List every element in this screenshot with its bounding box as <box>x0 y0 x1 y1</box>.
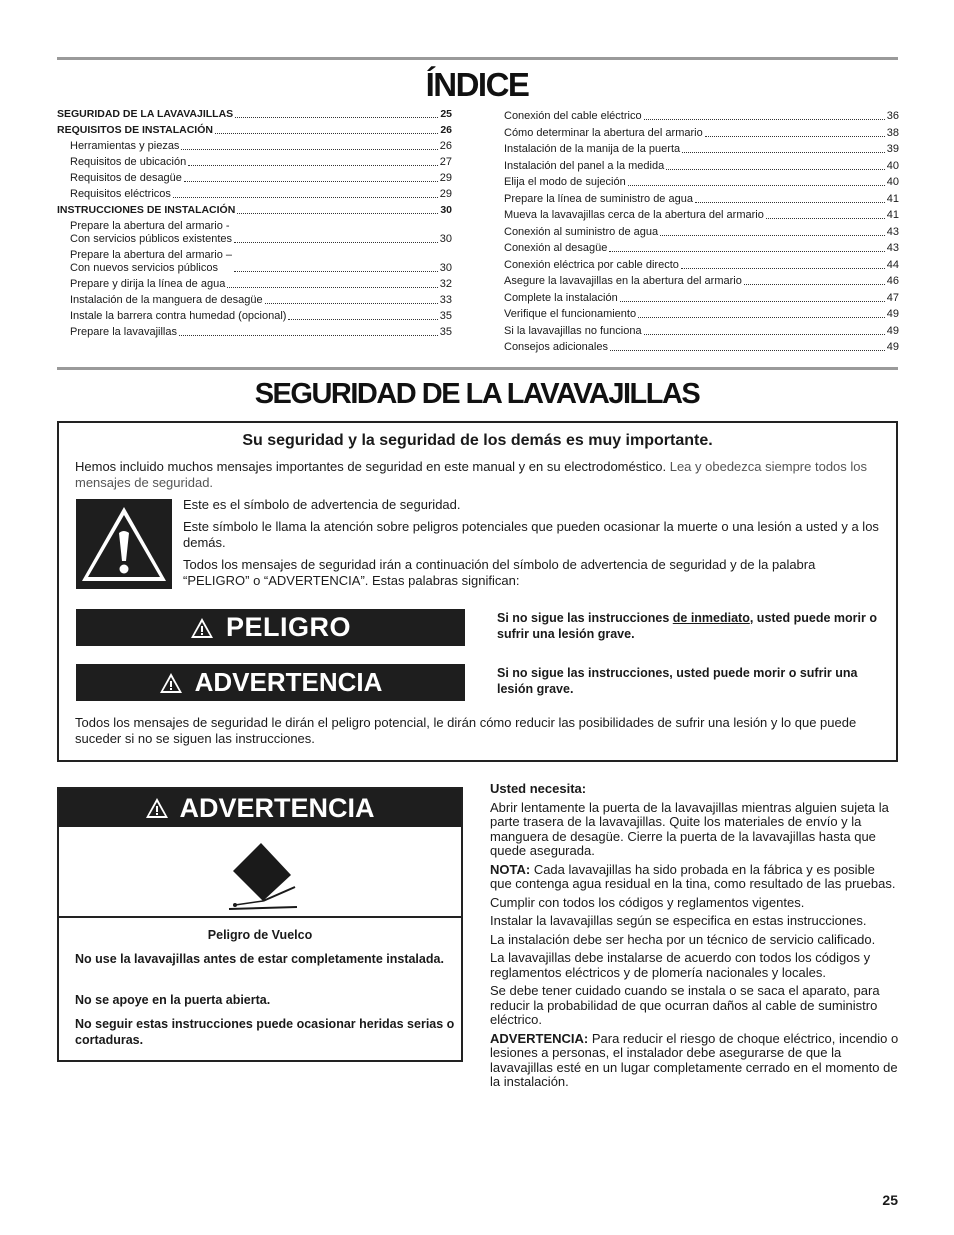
toc-entry-label: Prepare y dirija la línea de agua <box>70 278 226 290</box>
toc-entry-page: 43 <box>886 242 899 254</box>
safety-intro-b: Lea y obedezca siempre todos los mensajes de seguridad. <box>75 459 868 490</box>
toc-entry <box>57 204 452 217</box>
advertencia-label: ADVERTENCIA <box>194 667 383 697</box>
toc-entry <box>504 127 899 140</box>
requirement-advertencia <box>490 1032 900 1090</box>
toc-entry-page: 41 <box>886 192 899 205</box>
toc-entry-page: 47 <box>886 291 899 304</box>
toc-entry <box>57 278 452 291</box>
toc-entry <box>57 310 452 323</box>
toc-leader-dots <box>666 169 885 170</box>
safety-heading: Su seguridad y la seguridad de los demás es muy importante. <box>242 432 713 449</box>
toc-entry <box>504 242 899 255</box>
peligro-desc-b: , usted puede morir o sufrir una lesión grave. <box>497 611 877 641</box>
toc-entry-page: 49 <box>886 308 899 320</box>
toc-entry <box>57 188 452 201</box>
page-number: 25 <box>882 1192 898 1208</box>
symbol-text-2: Este símbolo le llama la atención sobre peligros potenciales que pueden ocasionar la muerte o una lesión a usted y a los demás. <box>183 519 879 550</box>
toc-leader-dots <box>744 284 885 285</box>
toc-left-column <box>57 108 452 342</box>
alert-triangle-icon <box>159 672 183 694</box>
toc-leader-dots <box>644 334 885 335</box>
toc-leader-dots <box>234 242 438 243</box>
tip-over-warning-panel <box>57 787 463 1062</box>
symbol-text-1: Este es el símbolo de advertencia de seguridad. <box>183 497 461 512</box>
requirement-p6: La lavavajillas debe instalarse de acuerdo con todos los códigos y reglamentos eléctricos y de plomería nacionales y locales. <box>490 950 871 980</box>
requirements-column <box>490 782 900 1094</box>
adv-text: Para reducir el riesgo de choque eléctrico, incendio o lesiones a personas, el instalador debe asegurarse de que la lavavajillas esté en un lugar completamente cerrado en el momento de la instalación. <box>490 1030 899 1089</box>
toc-entry-label: Conexión al suministro de agua <box>504 225 659 238</box>
toc-leader-dots <box>234 271 438 272</box>
toc-entry-page: 30 <box>439 233 452 245</box>
toc-entry-label: Instalación de la manija de la puerta <box>504 143 681 155</box>
toc-entry <box>57 156 452 169</box>
tip-over-hazard-icon <box>227 841 299 911</box>
toc-entry-label: Prepare la abertura del armario – Con nuevos servicios públicos <box>70 249 233 274</box>
toc-entry-label: Si la lavavajillas no funciona <box>504 324 642 337</box>
toc-entry-page: 41 <box>886 209 899 221</box>
toc-entry <box>504 226 899 239</box>
safety-intro <box>75 459 885 491</box>
toc-leader-dots <box>609 251 884 252</box>
toc-leader-dots <box>660 235 885 236</box>
toc-entry-page: 40 <box>886 176 899 188</box>
toc-leader-dots <box>705 136 885 137</box>
toc-leader-dots <box>288 319 437 320</box>
toc-entry <box>504 209 899 222</box>
toc-entry-page: 40 <box>886 159 899 172</box>
toc-entry-label: Requisitos de desagüe <box>70 172 182 184</box>
toc-leader-dots <box>644 119 885 120</box>
tip-over-caption: Peligro de Vuelco <box>207 928 313 942</box>
toc-leader-dots <box>235 117 438 118</box>
toc-entry-page: 30 <box>439 262 452 274</box>
peligro-label: PELIGRO <box>225 612 351 642</box>
middle-rule <box>57 367 898 370</box>
toc-leader-dots <box>181 149 437 150</box>
toc-entry <box>504 259 899 272</box>
toc-leader-dots <box>681 268 885 269</box>
toc-entry-label: Prepare la línea de suministro de agua <box>504 192 693 205</box>
toc-leader-dots <box>628 185 885 186</box>
warning-line-3: No seguir estas instrucciones puede ocasionar heridas serias o cortaduras. <box>75 1017 455 1047</box>
toc-leader-dots <box>188 165 438 166</box>
toc-entry <box>504 160 899 173</box>
toc-leader-dots <box>682 152 885 153</box>
advertencia-description: Si no sigue las instrucciones, usted puede morir o sufrir una lesión grave. <box>497 666 858 696</box>
toc-leader-dots <box>179 335 438 336</box>
toc-entry-label: Consejos adicionales <box>504 341 608 353</box>
toc-entry-label: Prepare la abertura del armario - Con servicios públicos existentes <box>70 220 233 245</box>
advertencia-signal-bar <box>76 664 465 701</box>
toc-entry <box>504 143 899 156</box>
toc-entry-label: INSTRUCCIONES DE INSTALACIÓN <box>57 204 236 216</box>
warning-panel-label: ADVERTENCIA <box>179 792 375 823</box>
requirement-p1: Abrir lentamente la puerta de la lavavajillas mientras alguien sujeta la parte trasera de la lavavajillas. Quite los materiales de envío y la manguera de desagüe. Cierre la puerta de la lavavajillas hasta que quede asegurada. <box>490 799 889 858</box>
toc-entry-page: 25 <box>440 108 452 120</box>
toc-entry-label: SEGURIDAD DE LA LAVAVAJILLAS <box>57 108 234 120</box>
toc-entry-page: 46 <box>886 275 899 287</box>
toc-leader-dots <box>237 213 438 214</box>
toc-entry-page: 39 <box>886 143 899 155</box>
alert-triangle-icon <box>145 797 169 819</box>
alert-triangle-icon <box>190 617 214 639</box>
toc-entry-label: Prepare la lavavajillas <box>70 326 177 338</box>
toc-entry-page: 29 <box>439 188 452 200</box>
toc-entry-page: 43 <box>886 225 899 238</box>
toc-right-column <box>504 110 899 358</box>
toc-entry-label: Cómo determinar la abertura del armario <box>504 126 703 139</box>
toc-entry-label: Conexión al desagüe <box>504 242 608 254</box>
toc-entry <box>504 341 899 354</box>
toc-entry-page: 30 <box>440 204 452 216</box>
requirement-nota <box>490 863 900 892</box>
toc-leader-dots <box>173 197 438 198</box>
toc-entry-page: 49 <box>886 341 899 353</box>
index-title: ÍNDICE <box>425 66 529 103</box>
toc-entry-page: 36 <box>886 110 899 122</box>
nota-text: Cada lavavajillas ha sido probada en la fábrica y es posible que contenga agua residual en la tina, como resultado de las pruebas. <box>490 861 896 891</box>
toc-entry-page: 35 <box>439 310 452 322</box>
toc-entry-page: 35 <box>439 326 452 338</box>
toc-entry-label: Herramientas y piezas <box>70 140 180 152</box>
top-rule <box>57 57 898 60</box>
toc-leader-dots <box>265 303 438 304</box>
warning-line-1: No use la lavavajillas antes de estar completamente instalada. <box>75 952 444 966</box>
toc-entry <box>504 308 899 321</box>
safety-title: SEGURIDAD DE LA LAVAVAJILLAS <box>254 378 700 410</box>
safety-closing: Todos los mensajes de seguridad le dirán el peligro potencial, le dirán cómo reducir las posibilidades de sufrir una lesión y lo que puede suceder si no se siguen las instrucciones. <box>75 715 857 746</box>
toc-entry-page: 26 <box>439 140 452 152</box>
toc-entry-label: Instale la barrera contra humedad (opcional) <box>70 310 287 322</box>
requirement-p3: Cumplir con todos los códigos y reglamentos vigentes. <box>490 894 805 910</box>
toc-entry-page: 27 <box>439 156 452 168</box>
toc-entry-label: Requisitos eléctricos <box>70 188 171 200</box>
toc-entry-label: Mueva la lavavajillas cerca de la abertura del armario <box>504 209 764 221</box>
toc-leader-dots <box>638 317 885 318</box>
requirement-p7: Se debe tener cuidado cuando se instala o se saca el aparato, para reducir la probabilidad de que ocurran daños al cable de suministro eléctrico. <box>490 983 880 1027</box>
toc-entry <box>57 294 452 307</box>
peligro-desc-underline: de inmediato <box>672 611 750 625</box>
toc-entry-label: REQUISITOS DE INSTALACIÓN <box>57 124 213 136</box>
toc-entry-label: Instalación de la manguera de desagüe <box>70 294 263 306</box>
toc-entry <box>57 108 452 121</box>
toc-entry-page: 38 <box>886 126 899 139</box>
safety-info-box <box>57 421 898 762</box>
requirement-p4: Instalar la lavavajillas según se especifica en estas instrucciones. <box>490 913 867 928</box>
peligro-desc-a: Si no sigue las instrucciones <box>497 611 670 625</box>
symbol-text-3: Todos los mensajes de seguridad irán a continuación del símbolo de advertencia de seguridad y de la palabra “PELIGRO” o “ADVERTENCIA”. Estas palabras significan: <box>183 557 816 588</box>
requirement-p5: La instalación debe ser hecha por un técnico de servicio calificado. <box>490 931 876 947</box>
toc-entry-label: Asegure la lavavajillas en la abertura del armario <box>504 275 742 287</box>
toc-leader-dots <box>227 287 437 288</box>
toc-entry <box>57 124 452 137</box>
peligro-description <box>497 610 877 642</box>
safety-intro-a: Hemos incluido muchos mensajes importantes de seguridad en este manual y en su electrodoméstico. <box>75 459 667 474</box>
toc-entry-label: Verifique el funcionamiento <box>504 308 637 320</box>
toc-entry-page: 29 <box>439 172 452 184</box>
safety-alert-symbol-icon <box>76 499 172 589</box>
adv-label: ADVERTENCIA: <box>490 1030 589 1046</box>
warning-panel-divider <box>59 916 461 918</box>
toc-entry-label: Conexión del cable eléctrico <box>504 110 642 122</box>
toc-leader-dots <box>610 350 885 351</box>
toc-leader-dots <box>766 218 885 219</box>
toc-entry-page: 44 <box>886 258 899 271</box>
toc-leader-dots <box>184 181 438 182</box>
toc-entry <box>57 172 452 185</box>
warning-line-2: No se apoye en la puerta abierta. <box>75 993 271 1007</box>
toc-leader-dots <box>695 202 885 203</box>
toc-leader-dots <box>215 133 438 134</box>
warning-panel-bar <box>59 789 461 827</box>
toc-entry <box>504 292 899 305</box>
toc-entry <box>504 110 899 123</box>
toc-entry-label: Elija el modo de sujeción <box>504 176 626 188</box>
toc-entry <box>504 325 899 338</box>
toc-entry-label: Requisitos de ubicación <box>70 156 187 168</box>
toc-entry-page: 49 <box>886 324 899 337</box>
requirements-heading: Usted necesita: <box>490 781 587 796</box>
toc-entry-label: Instalación del panel a la medida <box>504 159 665 172</box>
toc-entry-page: 26 <box>440 124 452 136</box>
toc-entry <box>57 326 452 339</box>
toc-entry <box>57 249 452 275</box>
nota-label: NOTA: <box>490 861 531 877</box>
toc-entry <box>504 275 899 288</box>
toc-entry-page: 33 <box>439 294 452 306</box>
toc-entry <box>57 220 452 246</box>
toc-leader-dots <box>620 301 885 302</box>
toc-entry <box>504 176 899 189</box>
peligro-signal-bar <box>76 609 465 646</box>
toc-entry-page: 32 <box>439 278 452 290</box>
toc-entry <box>57 140 452 153</box>
toc-entry-label: Complete la instalación <box>504 291 618 304</box>
toc-entry <box>504 193 899 206</box>
toc-entry-label: Conexión eléctrica por cable directo <box>504 258 679 271</box>
